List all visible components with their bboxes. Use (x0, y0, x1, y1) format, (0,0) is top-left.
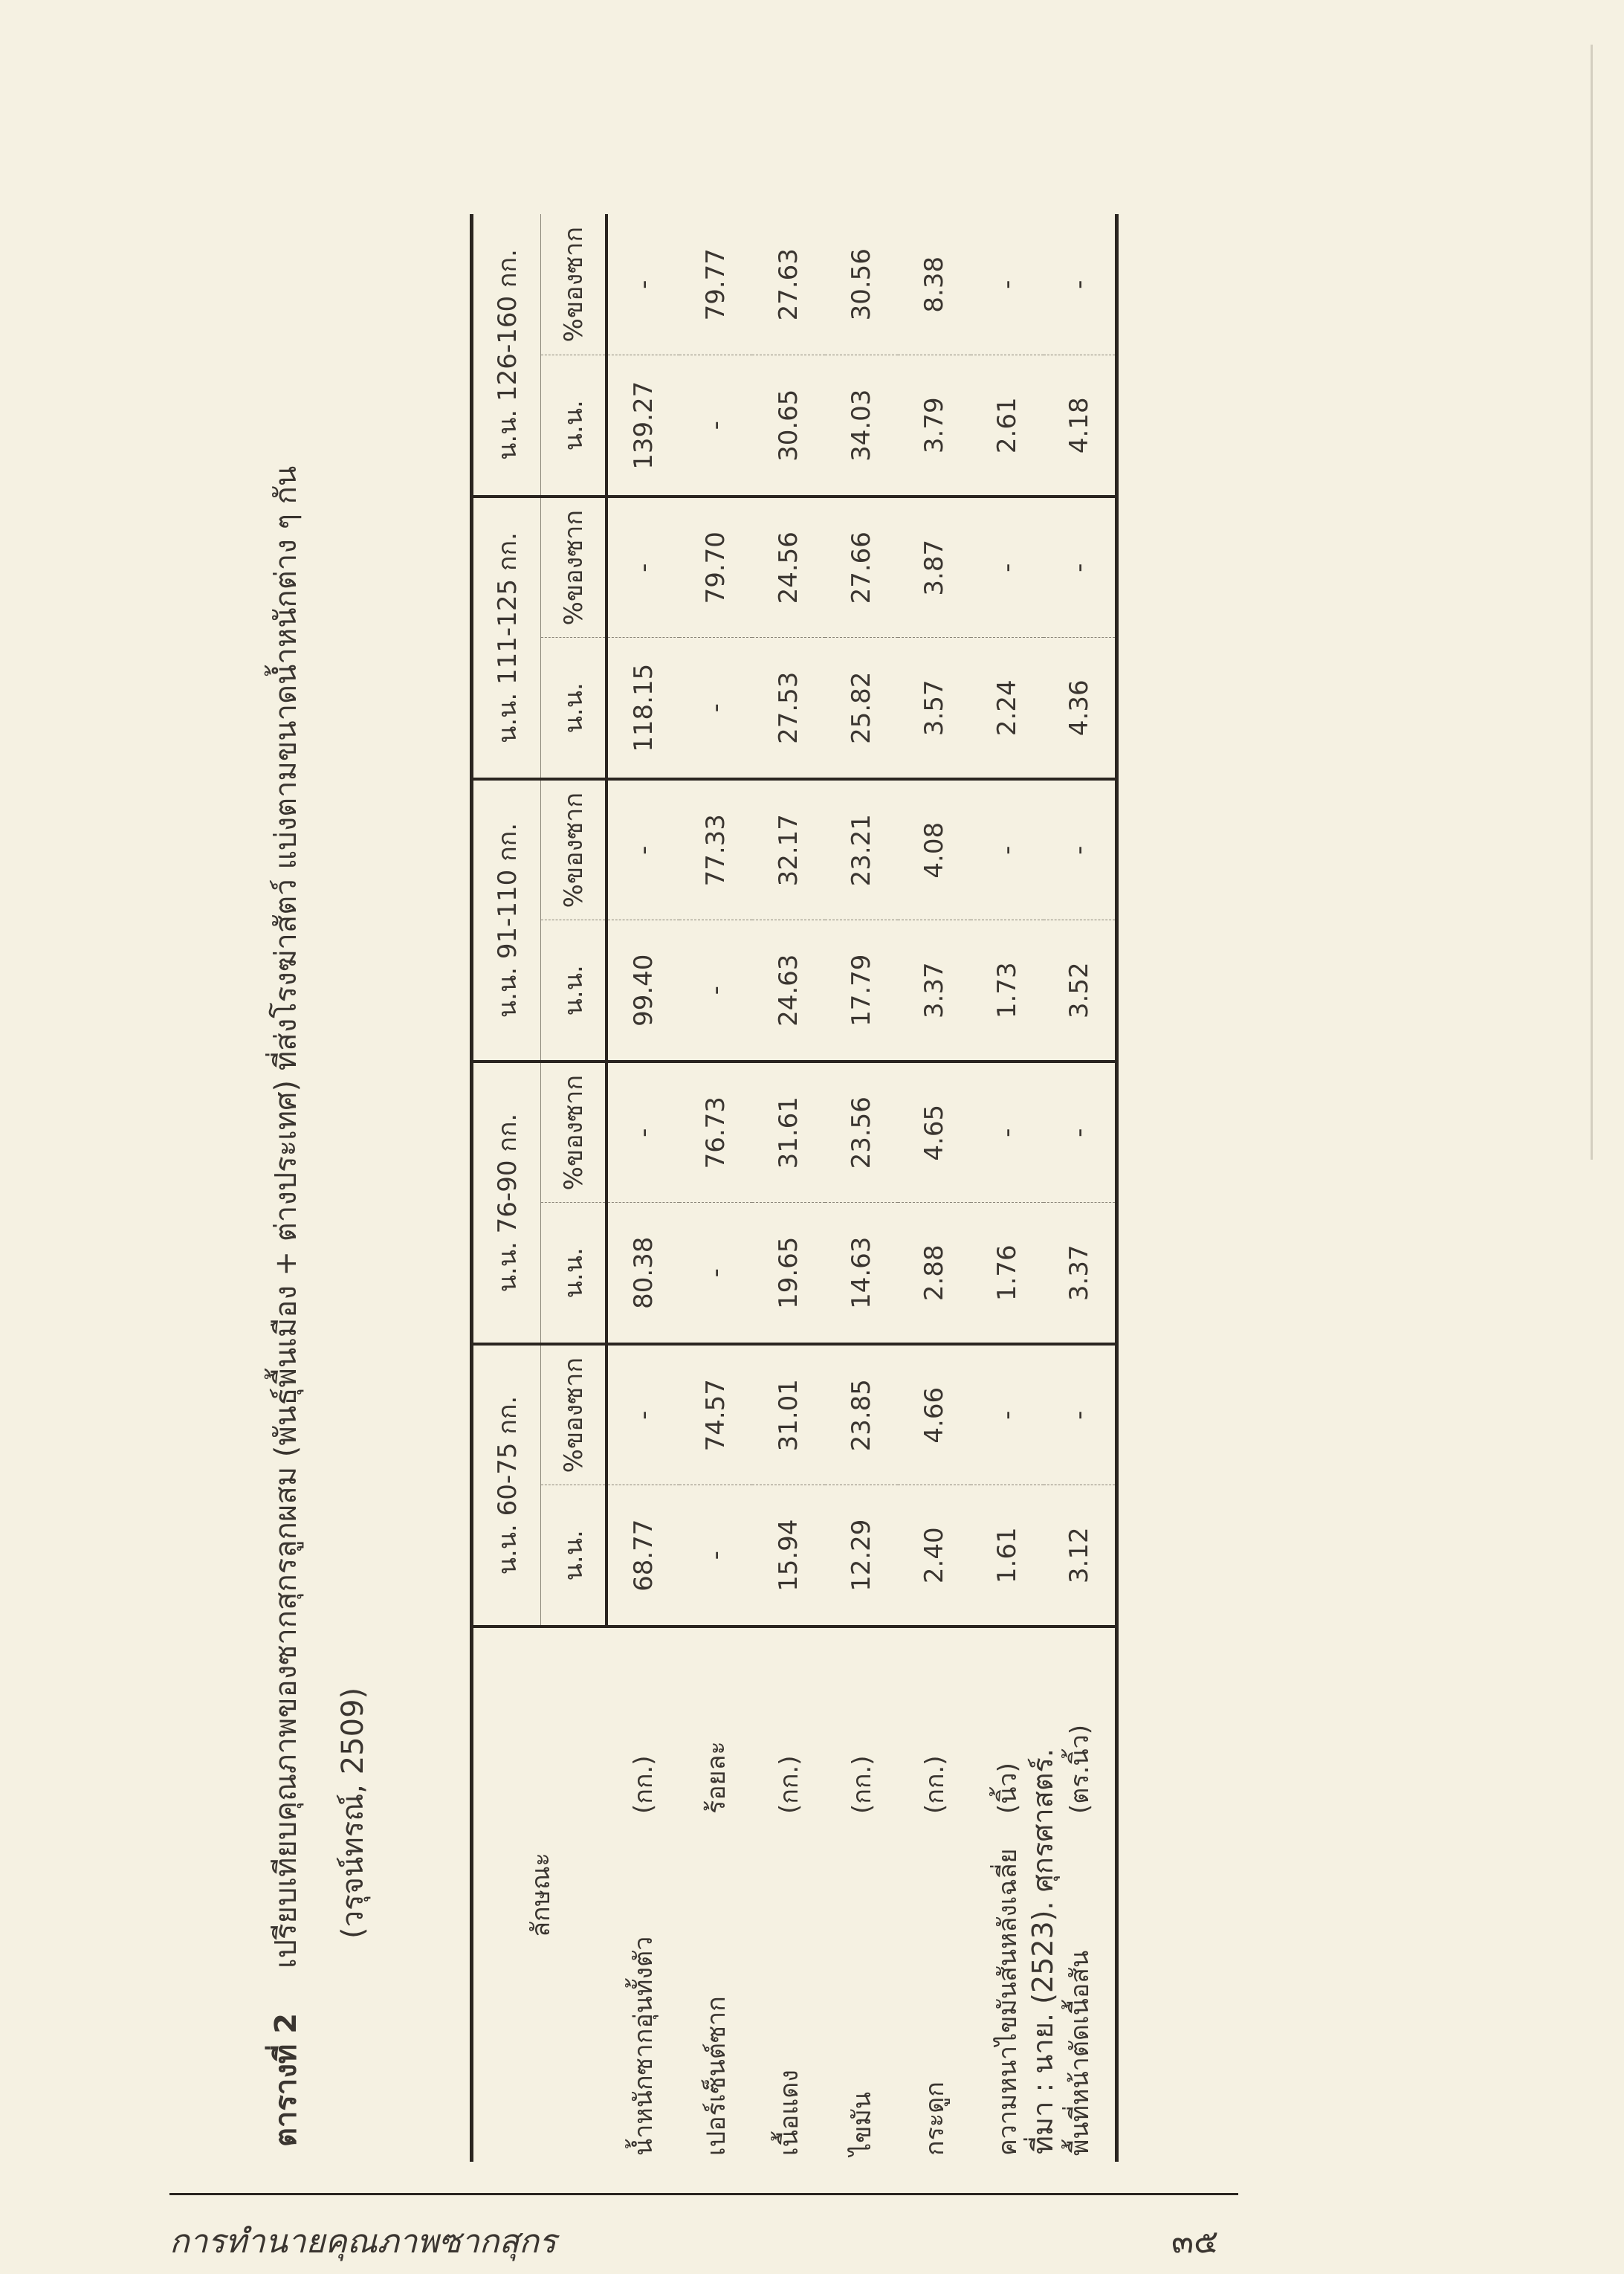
weight-cell: 3.57 (898, 638, 971, 779)
weight-cell: 3.37 (1044, 1203, 1116, 1344)
table-header (472, 214, 607, 2162)
table-row (752, 214, 825, 2162)
weight-cell: 2.61 (971, 355, 1044, 497)
percent-subheader: %ของซาก (541, 1344, 607, 1485)
table-row (679, 214, 752, 2162)
percent-cell: 31.61 (752, 1062, 825, 1203)
weight-subheader: น.น. (541, 920, 607, 1062)
weight-cell: 3.37 (898, 920, 971, 1062)
group-header: น.น. 91-110 กก. (472, 779, 541, 1062)
table-row (825, 214, 898, 2162)
weight-cell: 68.77 (606, 1485, 679, 1627)
row-name: ความหนาไขมันสันหลังเฉลี่ย (993, 1848, 1023, 2156)
percent-cell: 3.87 (898, 497, 971, 638)
page-number: ๓๕ (1171, 2223, 1219, 2261)
weight-cell: 3.79 (898, 355, 971, 497)
percent-cell: 23.85 (825, 1344, 898, 1485)
row-unit: (กก.) (847, 1755, 877, 1814)
weight-subheader: น.น. (541, 1485, 607, 1627)
row-name: กระดูก (920, 2081, 950, 2156)
weight-subheader: น.น. (541, 355, 607, 497)
percent-cell: - (1044, 497, 1116, 638)
percent-cell: - (606, 779, 679, 920)
weight-cell: 1.76 (971, 1203, 1044, 1344)
weight-cell: 1.73 (971, 920, 1044, 1062)
row-name: เปอร์เซ็นต์ซาก (702, 1996, 731, 2156)
footer-rule (169, 2193, 1238, 2195)
row-name: ไขมัน (847, 2092, 877, 2156)
row-label (825, 1627, 898, 2162)
group-header: น.น. 126-160 กก. (472, 214, 541, 497)
weight-cell: 80.38 (606, 1203, 679, 1344)
percent-cell: - (606, 214, 679, 355)
page-edge (1591, 45, 1593, 1160)
weight-cell: 2.24 (971, 638, 1044, 779)
percent-cell: - (606, 497, 679, 638)
table-row (898, 214, 971, 2162)
weight-cell: - (679, 1485, 752, 1627)
row-name: พื้นที่หน้าตัดเนื้อสัน (1064, 1950, 1095, 2156)
weight-cell: 17.79 (825, 920, 898, 1062)
weight-cell: 24.63 (752, 920, 825, 1062)
percent-cell: - (606, 1344, 679, 1485)
percent-subheader: %ของซาก (541, 214, 607, 355)
row-unit: ร้อยละ (702, 1741, 731, 1814)
weight-cell: - (679, 1203, 752, 1344)
group-header: น.น. 76-90 กก. (472, 1062, 541, 1344)
percent-cell: 79.77 (679, 214, 752, 355)
row-label (606, 1627, 679, 2162)
weight-cell: 3.52 (1044, 920, 1116, 1062)
weight-cell: 2.88 (898, 1203, 971, 1344)
percent-subheader: %ของซาก (541, 779, 607, 920)
table-source: ที่มา : นาย. (2523). ศุกรศาสตร์. (1026, 1748, 1059, 2154)
weight-cell: 15.94 (752, 1485, 825, 1627)
percent-cell: - (971, 779, 1044, 920)
percent-cell: 23.56 (825, 1062, 898, 1203)
row-unit: (กก.) (629, 1755, 659, 1814)
weight-cell: 1.61 (971, 1485, 1044, 1627)
percent-cell: 4.08 (898, 779, 971, 920)
row-name: น้ำหนักซากอุ่นทั้งตัว (629, 1936, 659, 2156)
row-unit: (นิ้ว) (993, 1763, 1023, 1814)
weight-cell: 99.40 (606, 920, 679, 1062)
row-name: เนื้อแดง (774, 2070, 804, 2156)
weight-cell: - (679, 920, 752, 1062)
weight-cell: - (679, 638, 752, 779)
weight-cell: 3.12 (1044, 1485, 1116, 1627)
row-label (752, 1627, 825, 2162)
footer-title: การทำนายคุณภาพซากสุกร (169, 2223, 557, 2261)
percent-cell: 77.33 (679, 779, 752, 920)
percent-cell: 8.38 (898, 214, 971, 355)
weight-cell: 118.15 (606, 638, 679, 779)
percent-cell: - (1044, 1062, 1116, 1203)
percent-cell: - (971, 1062, 1044, 1203)
percent-cell: 4.66 (898, 1344, 971, 1485)
row-label (898, 1627, 971, 2162)
percent-cell: - (606, 1062, 679, 1203)
characteristic-header: ลักษณะ (525, 1853, 556, 1937)
weight-cell: 25.82 (825, 638, 898, 779)
percent-cell: 23.21 (825, 779, 898, 920)
weight-subheader: น.น. (541, 638, 607, 779)
weight-cell: 12.29 (825, 1485, 898, 1627)
percent-cell: 27.66 (825, 497, 898, 638)
row-unit: (ตร.นิ้ว) (1064, 1724, 1095, 1814)
weight-cell: - (679, 355, 752, 497)
percent-cell: - (971, 497, 1044, 638)
row-unit: (กก.) (920, 1755, 950, 1814)
percent-cell: 30.56 (825, 214, 898, 355)
percent-cell: 76.73 (679, 1062, 752, 1203)
weight-cell: 4.18 (1044, 355, 1116, 497)
group-header: น.น. 111-125 กก. (472, 497, 541, 779)
percent-cell: - (1044, 1344, 1116, 1485)
percent-cell: 24.56 (752, 497, 825, 638)
percent-cell: 27.63 (752, 214, 825, 355)
weight-cell: 19.65 (752, 1203, 825, 1344)
percent-cell: - (1044, 214, 1116, 355)
percent-cell: 79.70 (679, 497, 752, 638)
weight-cell: 30.65 (752, 355, 825, 497)
weight-cell: 139.27 (606, 355, 679, 497)
group-header: น.น. 60-75 กก. (472, 1344, 541, 1627)
weight-cell: 4.36 (1044, 638, 1116, 779)
percent-cell: 31.01 (752, 1344, 825, 1485)
percent-cell: 32.17 (752, 779, 825, 920)
row-label (679, 1627, 752, 2162)
rotated-table-block (247, 199, 1258, 2162)
percent-cell: - (971, 214, 1044, 355)
table-label: ตารางที่ 2 (269, 2012, 303, 2147)
weight-cell: 27.53 (752, 638, 825, 779)
table-subtitle: (วรุจน์ทรณ์, 2509) (336, 1687, 370, 1939)
percent-subheader: %ของซาก (541, 1062, 607, 1203)
weight-cell: 2.40 (898, 1485, 971, 1627)
percent-cell: - (971, 1344, 1044, 1485)
table-row (606, 214, 679, 2162)
percent-cell: 4.65 (898, 1062, 971, 1203)
percent-subheader: %ของซาก (541, 497, 607, 638)
weight-subheader: น.น. (541, 1203, 607, 1344)
row-unit: (กก.) (774, 1755, 804, 1814)
percent-cell: 74.57 (679, 1344, 752, 1485)
table-title: เปรียบเทียบคุณภาพของซากสุกรลูกผสม (พันธุ์พื้นเมือง + ต่างประเทศ) ที่ส่งโรงฆ่าสัตว์ แบ่งตามขนาดน้ำหนักต่าง ๆ กัน (269, 465, 303, 1968)
weight-cell: 14.63 (825, 1203, 898, 1344)
weight-cell: 34.03 (825, 355, 898, 497)
percent-cell: - (1044, 779, 1116, 920)
